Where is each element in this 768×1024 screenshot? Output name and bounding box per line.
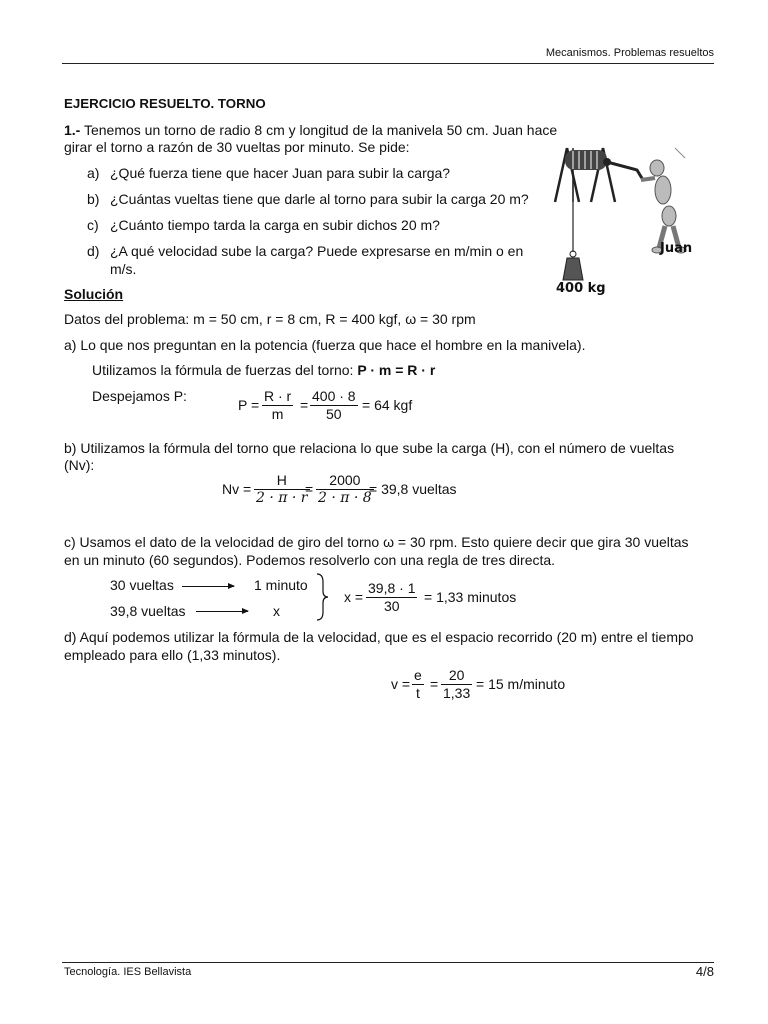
eq-d-fraction-2: 20 1,33	[443, 667, 471, 701]
rule-row2-right: x	[273, 603, 280, 619]
item-b-text: ¿Cuántas vueltas tiene que darle al torno para subir la carga 20 m?	[110, 191, 529, 207]
right-brace	[314, 572, 330, 622]
torque-formula: P · m = R · r	[357, 362, 436, 378]
eq-d-lhs: v =	[391, 676, 411, 692]
rule-row2-left: 39,8 vueltas	[110, 603, 186, 619]
eq-c-lhs: x =	[344, 589, 364, 605]
part-d-line-1: d) Aquí podemos utilizar la fórmula de la velocidad, que es el espacio recorrido (20 m) entre el tiempo	[64, 629, 694, 645]
eq-b-result: = 39,8 vueltas	[369, 481, 457, 497]
exercise-title: EJERCICIO RESUELTO. TORNO	[64, 96, 266, 111]
footer-rule	[62, 962, 714, 963]
item-c-text: ¿Cuánto tiempo tarda la carga en subir dichos 20 m?	[110, 217, 440, 233]
person-label: Juan	[660, 241, 693, 256]
item-c-label: c)	[87, 217, 99, 233]
part-b-line-1: b) Utilizamos la fórmula del torno que relaciona lo que sube la carga (H), con el número de vueltas	[64, 440, 675, 456]
part-d-line-2: empleado para ello (1,33 minutos).	[64, 647, 281, 663]
rule-row1-right: 1 minuto	[254, 577, 308, 593]
despejamos-label: Despejamos P:	[92, 388, 187, 404]
problem-line-2: girar el torno a razón de 30 vueltas por minuto. Se pide:	[64, 139, 410, 155]
eq-a-result: = 64 kgf	[362, 397, 413, 413]
part-a-formula-line: Utilizamos la fórmula de fuerzas del torno: P · m = R · r	[92, 362, 436, 378]
eq-b-lhs: Nv =	[222, 481, 252, 497]
header-rule	[62, 63, 714, 64]
rule-arrow-2	[196, 611, 248, 612]
eq-b-fraction-1: H 2 · π · r	[256, 472, 308, 506]
eq-a-lhs: P =	[238, 397, 260, 413]
part-c-line-1: c) Usamos el dato de la velocidad de giro del torno ω = 30 rpm. Esto quiere decir que gira 30 vueltas	[64, 534, 689, 550]
footer-left: Tecnología. IES Bellavista	[64, 966, 192, 978]
eq-a-fraction-1: R · r m	[264, 388, 292, 422]
item-d-text-2: m/s.	[110, 261, 137, 277]
eq-c-fraction: 39,8 · 1 30	[368, 580, 416, 614]
part-a-line: a) Lo que nos preguntan en la potencia (fuerza que hace el hombre en la manivela).	[64, 337, 586, 353]
part-c-line-2: en un minuto (60 segundos). Podemos resolverlo con una regla de tres directa.	[64, 552, 556, 568]
rule-row1-left: 30 vueltas	[110, 577, 174, 593]
problem-line-1: 1.- Tenemos un torno de radio 8 cm y longitud de la manivela 50 cm. Juan hace	[64, 122, 558, 138]
eq-a-fraction-2: 400 · 8 50	[312, 388, 356, 422]
page-number: 4/8	[695, 964, 714, 979]
eq-d-result: = 15 m/minuto	[476, 676, 566, 692]
data-line: Datos del problema: m = 50 cm, r = 8 cm, R = 400 kgf, ω = 30 rpm	[64, 311, 476, 327]
solution-heading: Solución	[64, 286, 124, 302]
item-b-label: b)	[87, 191, 100, 207]
page-header: Mecanismos. Problemas resueltos	[545, 47, 714, 59]
part-b-line-2: (Nv):	[64, 457, 95, 473]
winch-illustration	[545, 140, 705, 290]
item-d-label: d)	[87, 243, 100, 259]
item-a-label: a)	[87, 165, 100, 181]
load-label: 400 kg	[556, 281, 606, 296]
eq-b-fraction-2: 2000 2 · π · 8	[318, 472, 372, 506]
item-d-text: ¿A qué velocidad sube la carga? Puede expresarse en m/min o en	[110, 243, 524, 259]
problem-number: 1.-	[64, 122, 81, 138]
eq-d-fraction-1: e t	[414, 667, 422, 701]
eq-a-equals: =	[300, 397, 309, 413]
eq-d-equals: =	[430, 676, 439, 692]
item-a-text: ¿Qué fuerza tiene que hacer Juan para subir la carga?	[110, 165, 451, 181]
rule-arrow-1	[182, 586, 234, 587]
eq-b-equals: =	[305, 481, 314, 497]
eq-c-result: = 1,33 minutos	[424, 589, 517, 605]
